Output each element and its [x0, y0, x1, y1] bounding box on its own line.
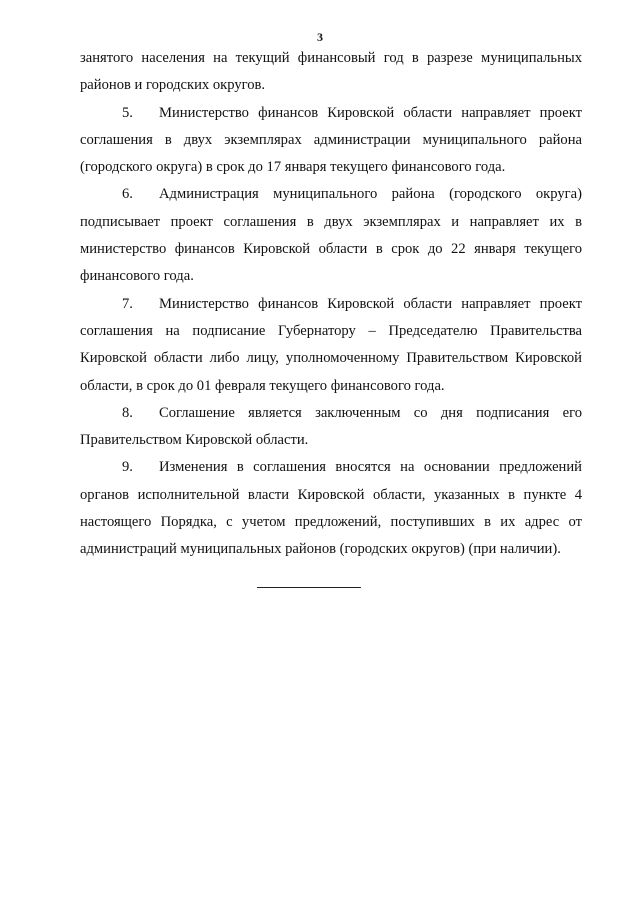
paragraph-text: занятого населения на текущий финансовый год в разрезе муниципальных районов и городских округов. [80, 50, 582, 94]
page-number: 3 [317, 30, 323, 44]
paragraph-number: 7. [122, 295, 133, 312]
paragraph-item-9 [80, 454, 582, 563]
paragraph-item-5 [80, 100, 582, 182]
paragraph-item-8 [80, 400, 582, 455]
paragraph-number: 5. [122, 104, 133, 121]
paragraph-continuation [80, 45, 582, 100]
paragraph-number: 8. [122, 404, 133, 421]
paragraph-text: Изменения в соглашения вносятся на основании предложений органов исполнительной власти Кировской области, указанных в пункте 4 настоящего Порядка, с учетом предложений, поступивших в их адрес от администраций муниципальных районов (городских округов) (при наличии). [80, 459, 582, 558]
end-separator-line [257, 587, 361, 588]
paragraph-text: Министерство финансов Кировской области направляет проект соглашения в двух экземплярах администрации муниципального района (городского округа) в срок до 17 января текущего финансового года. [80, 104, 582, 176]
paragraph-item-6 [80, 181, 582, 290]
paragraph-number: 9. [122, 459, 133, 476]
paragraph-text: Министерство финансов Кировской области направляет проект соглашения на подписание Губернатору – Председателю Правительства Кировской области либо лицу, уполномоченному Правительством Кировской области, в срок до 01 февраля текущего финансового года. [80, 295, 582, 394]
paragraph-number: 6. [122, 186, 133, 203]
paragraph-text: Администрация муниципального района (городского округа) подписывает проект соглашения в двух экземплярах и направляет их в министерство финансов Кировской области в срок до 22 января текущего финансового года. [80, 186, 582, 285]
document-body [80, 45, 582, 564]
paragraph-text: Соглашение является заключенным со дня подписания его Правительством Кировской области. [80, 404, 582, 449]
paragraph-item-7 [80, 291, 582, 400]
